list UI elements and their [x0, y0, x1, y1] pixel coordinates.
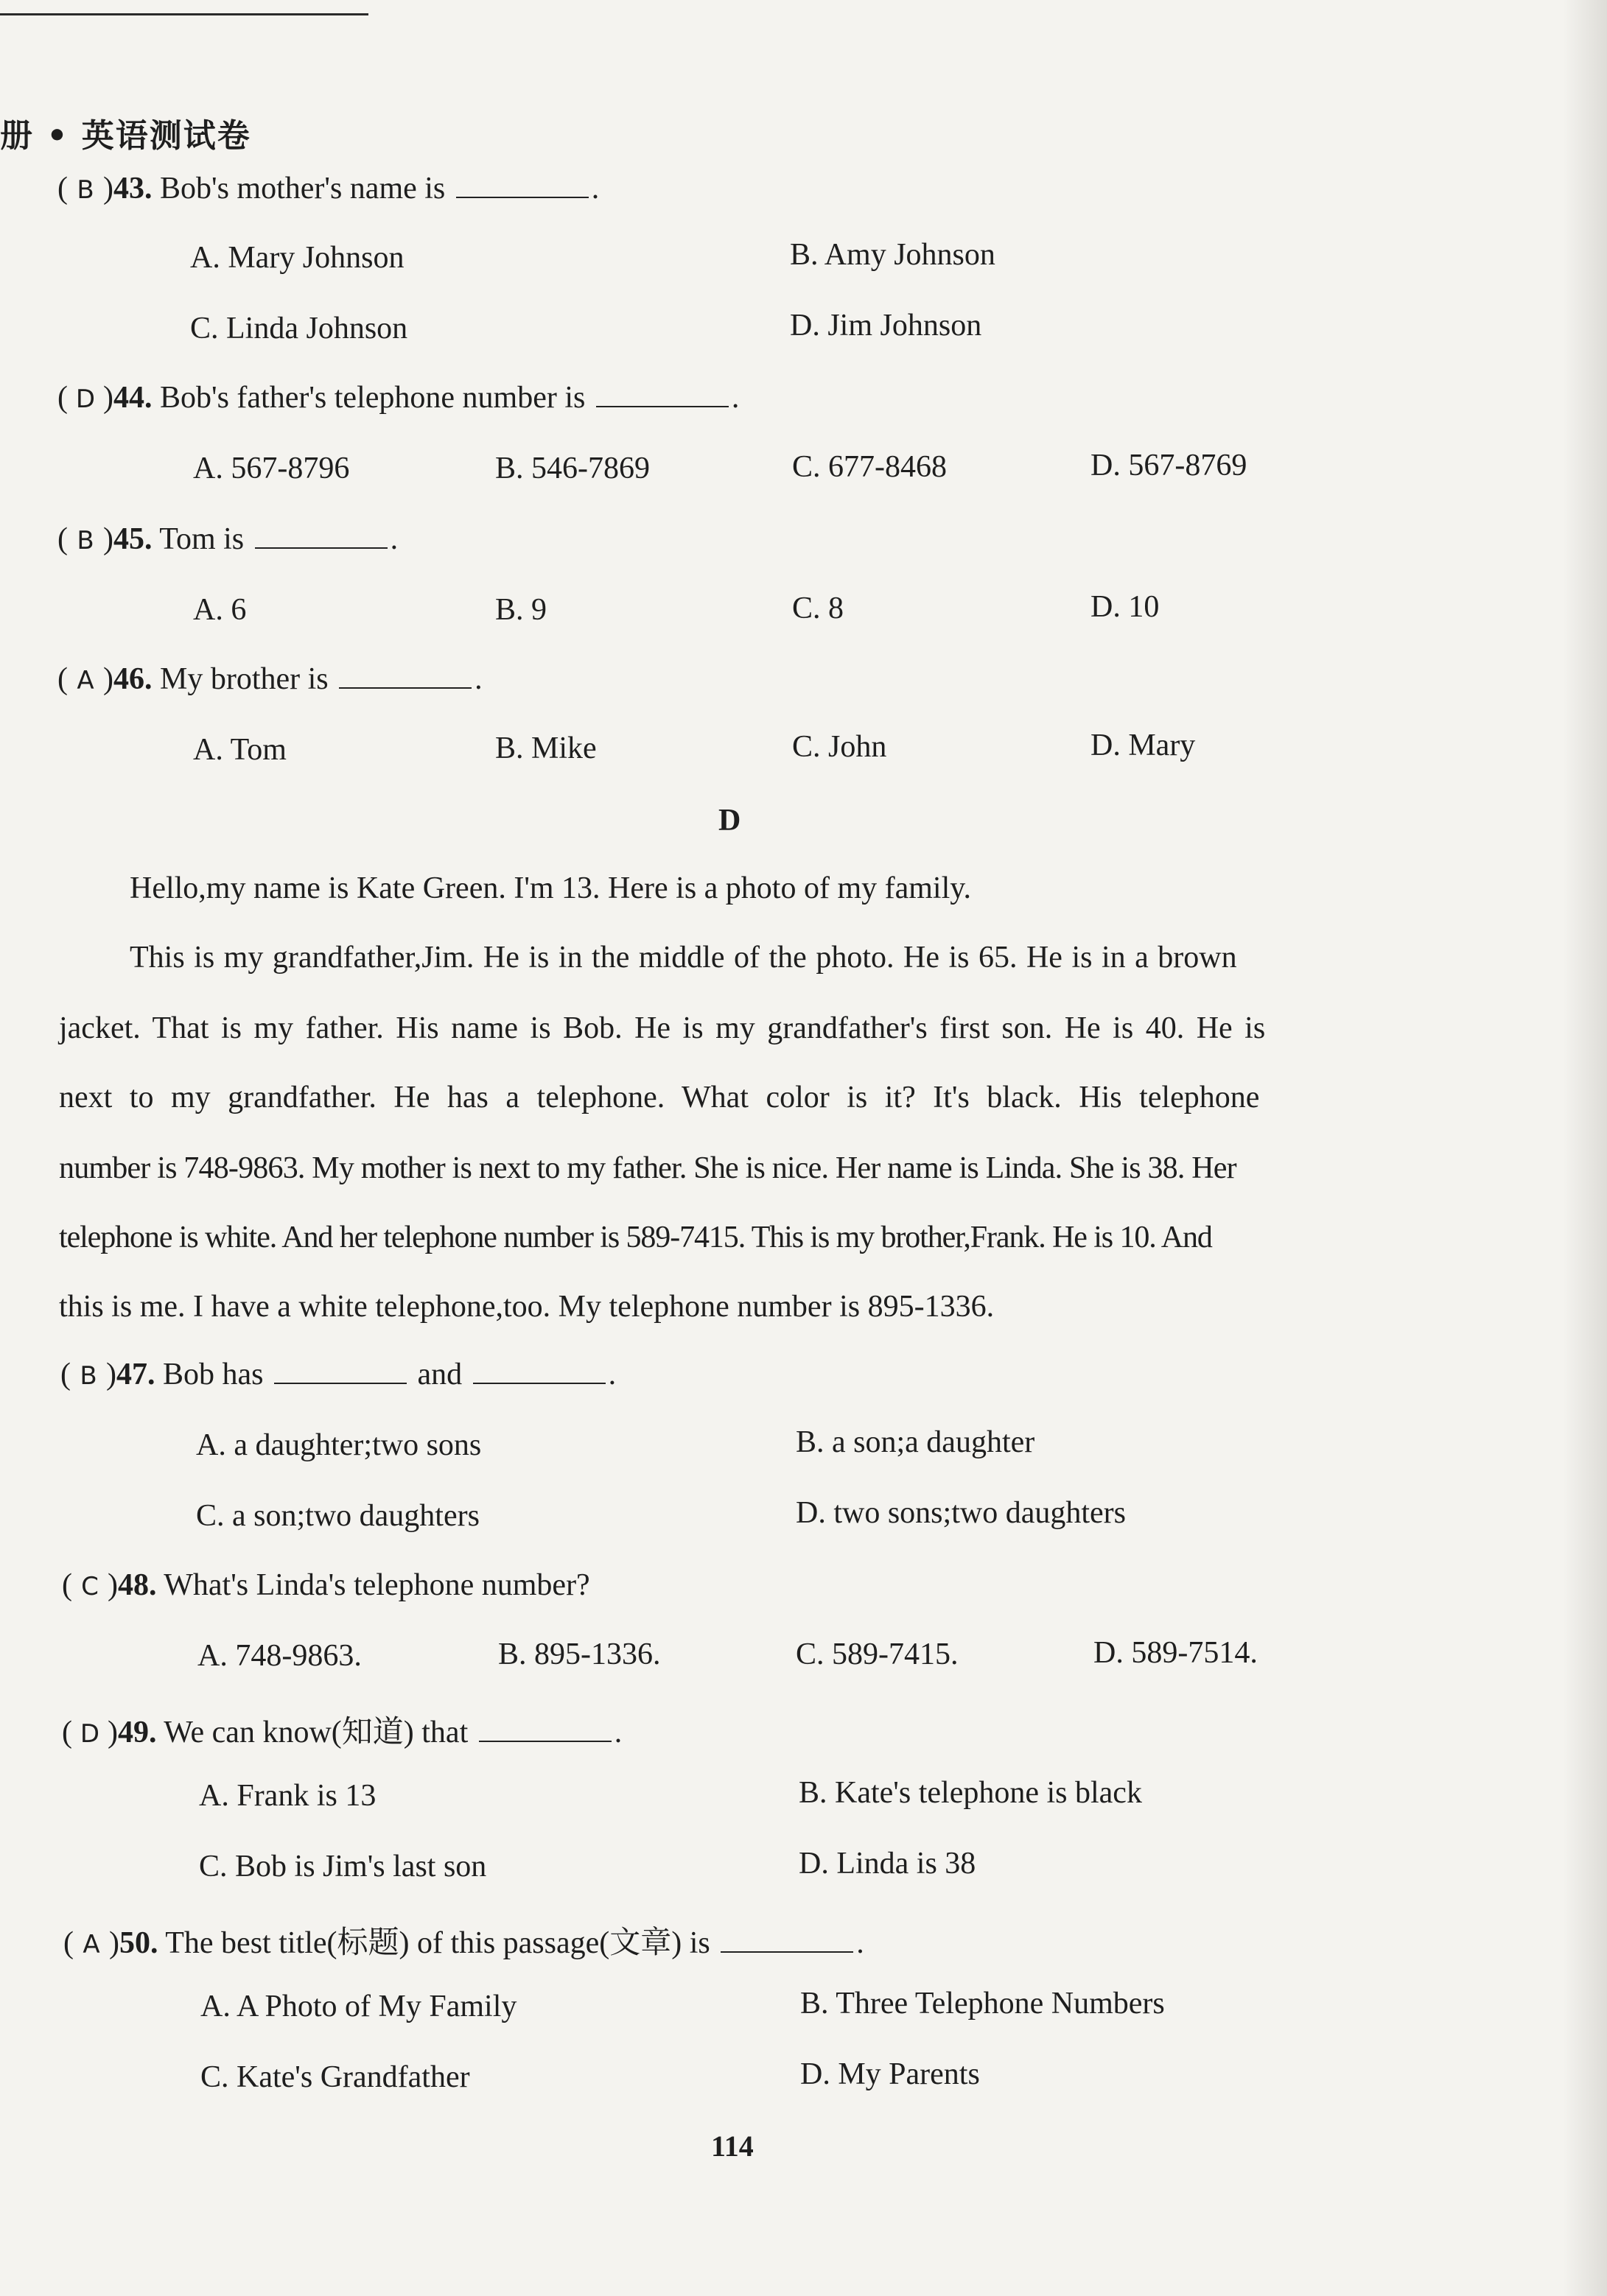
option-50-a: A. A Photo of My Family: [200, 1990, 517, 2023]
option-47-b: B. a son;a daughter: [796, 1425, 1035, 1459]
page-edge-shadow: [1563, 0, 1607, 2296]
page-header: 册 • 英语测试卷: [0, 117, 251, 155]
option-47-a: A. a daughter;two sons: [196, 1428, 482, 1462]
answer-50: A: [83, 1930, 100, 1959]
option-44-c: C. 677-8468: [792, 450, 947, 484]
option-49-a: A. Frank is 13: [199, 1779, 377, 1813]
blank: [339, 665, 472, 689]
option-47-d: D. two sons;two daughters: [796, 1496, 1126, 1530]
passage-line-1: Hello,my name is Kate Green. I'm 13. Here is a photo of my family.: [130, 871, 972, 905]
answer-47: B: [80, 1361, 97, 1391]
option-45-a: A. 6: [193, 593, 247, 627]
answer-43: B: [77, 175, 94, 205]
option-48-a: A. 748-9863.: [197, 1639, 362, 1673]
option-43-a: A. Mary Johnson: [190, 241, 405, 275]
option-45-c: C. 8: [792, 591, 844, 625]
option-49-b: B. Kate's telephone is black: [799, 1776, 1142, 1810]
blank: [456, 175, 589, 198]
passage-line-5: number is 748-9863. My mother is next to my father. She is nice. Her name is Linda. She is 38. Her: [59, 1151, 1236, 1185]
blank: [479, 1719, 612, 1742]
blank: [721, 1929, 853, 1953]
question-47: ( B )47. Bob has and .: [60, 1358, 617, 1391]
passage-line-6: telephone is white. And her telephone number is 589-7415. This is my brother,Frank. He is 10. And: [59, 1221, 1212, 1254]
blank: [274, 1361, 407, 1384]
answer-44: D: [75, 385, 96, 414]
option-50-d: D. My Parents: [800, 2057, 980, 2091]
answer-45: B: [77, 526, 94, 555]
option-48-b: B. 895-1336.: [498, 1637, 661, 1671]
option-46-a: A. Tom: [193, 733, 287, 767]
option-44-b: B. 546-7869: [495, 452, 650, 485]
question-48: ( C )48. What's Linda's telephone number?: [62, 1568, 590, 1602]
blank: [473, 1361, 606, 1384]
option-43-d: D. Jim Johnson: [790, 309, 982, 343]
answer-48: C: [81, 1572, 99, 1601]
option-43-c: C. Linda Johnson: [190, 312, 408, 345]
blank: [596, 384, 729, 407]
option-46-d: D. Mary: [1090, 729, 1196, 762]
question-50: ( A )50. The best title(标题) of this passage(文章) is .: [63, 1926, 864, 1960]
top-rule: [0, 13, 368, 15]
answer-49: D: [80, 1719, 100, 1749]
blank: [255, 525, 388, 549]
option-46-c: C. John: [792, 730, 887, 764]
option-47-c: C. a son;two daughters: [196, 1499, 480, 1533]
option-44-d: D. 567-8769: [1090, 449, 1247, 482]
option-50-c: C. Kate's Grandfather: [200, 2060, 470, 2094]
option-49-c: C. Bob is Jim's last son: [199, 1850, 487, 1884]
question-46: ( A )46. My brother is .: [57, 662, 483, 696]
option-50-b: B. Three Telephone Numbers: [800, 1987, 1165, 2021]
passage-line-4: next to my grandfather. He has a telephone. What color is it? It's black. His telephone: [59, 1081, 1260, 1114]
option-49-d: D. Linda is 38: [799, 1847, 976, 1881]
question-49: ( D )49. We can know(知道) that .: [62, 1716, 623, 1749]
passage-line-7: this is me. I have a white telephone,too. My telephone number is 895-1336.: [59, 1290, 995, 1324]
option-48-d: D. 589-7514.: [1093, 1636, 1258, 1670]
option-45-b: B. 9: [495, 593, 547, 627]
section-title: D: [718, 804, 741, 838]
question-43: ( B )43. Bob's mother's name is .: [57, 172, 600, 206]
question-45: ( B )45. Tom is .: [57, 522, 399, 556]
page-number: 114: [711, 2130, 754, 2163]
answer-46: A: [77, 666, 94, 695]
option-43-b: B. Amy Johnson: [790, 238, 995, 272]
option-45-d: D. 10: [1090, 590, 1160, 624]
option-48-c: C. 589-7415.: [796, 1637, 959, 1671]
question-44: ( D )44. Bob's father's telephone number is .: [57, 381, 740, 415]
passage-line-3: jacket. That is my father. His name is Bob. He is my grandfather's first son. He is 40. He is: [59, 1011, 1266, 1045]
option-46-b: B. Mike: [495, 731, 597, 765]
passage-line-2: This is my grandfather,Jim. He is in the middle of the photo. He is 65. He is in a brown: [130, 941, 1237, 975]
option-44-a: A. 567-8796: [193, 452, 350, 485]
